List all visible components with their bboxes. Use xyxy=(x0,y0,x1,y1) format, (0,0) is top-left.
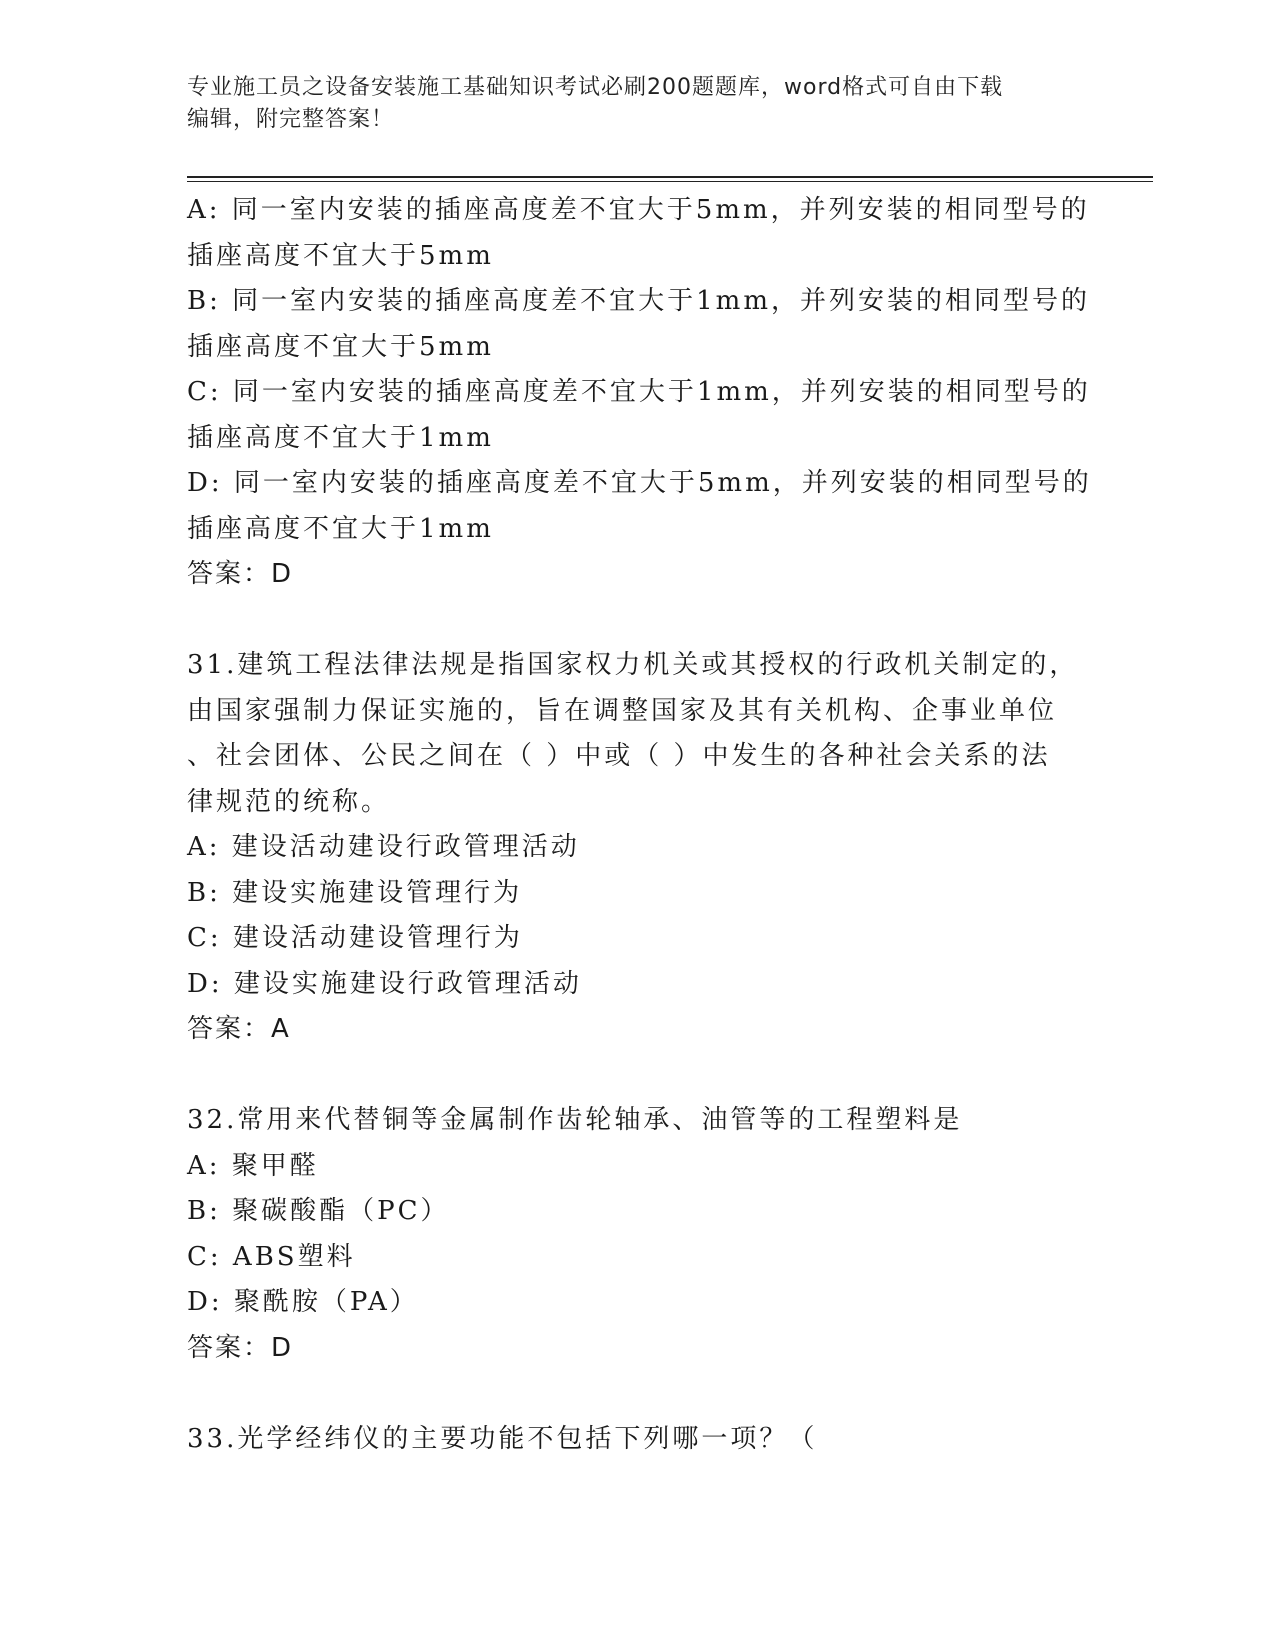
option-a: A: 建设活动建设行政管理活动 xyxy=(187,832,580,862)
option-line: B: 同一室内安装的插座高度差不宜大于1mm，并列安装的相同型号的 xyxy=(187,286,1090,316)
question-30 xyxy=(187,188,1092,598)
option-line: 插座高度不宜大于1mm xyxy=(187,513,494,544)
option-line: A: 同一室内安装的插座高度差不宜大于5mm，并列安装的相同型号的 xyxy=(187,195,1090,225)
question-32 xyxy=(187,1098,1087,1371)
question-stem-line: 31.建筑工程法律法规是指国家权力机关或其授权的行政机关制定的， xyxy=(187,650,1079,680)
option-d: D: 建设实施建设行政管理活动 xyxy=(187,968,582,999)
option-c xyxy=(187,370,1091,461)
option-a xyxy=(187,188,1090,279)
document-header xyxy=(187,72,1067,136)
question-33 xyxy=(187,1417,1087,1463)
question-31 xyxy=(187,643,1087,1053)
spacer xyxy=(187,598,1087,644)
option-b: B: 建设实施建设管理行为 xyxy=(187,877,523,908)
option-d: D: 聚酰胺（PA） xyxy=(187,1287,419,1317)
option-line: 插座高度不宜大于1mm xyxy=(187,422,494,453)
question-stem-line: 、社会团体、公民之间在（ ）中或（ ）中发生的各种社会关系的法 xyxy=(187,741,1051,771)
question-stem-line: 律规范的统称。 xyxy=(187,786,391,817)
header-divider-thick xyxy=(187,176,1153,178)
option-c: C: ABS塑料 xyxy=(187,1241,356,1272)
option-d xyxy=(187,461,1092,552)
question-stem: 32.常用来代替铜等金属制作齿轮轴承、油管等的工程塑料是 xyxy=(187,1105,963,1135)
option-c: C: 建设活动建设管理行为 xyxy=(187,923,523,953)
answer: 答案：D xyxy=(187,559,294,589)
spacer xyxy=(187,1371,1087,1417)
header-divider-thin xyxy=(187,181,1153,182)
header-line-2: 编辑，附完整答案！ xyxy=(187,107,395,132)
option-line: C: 同一室内安装的插座高度差不宜大于1mm，并列安装的相同型号的 xyxy=(187,377,1091,407)
spacer xyxy=(187,1053,1087,1099)
question-list xyxy=(187,188,1092,1462)
header-line-1: 专业施工员之设备安装施工基础知识考试必刷200题题库，word格式可自由下载 xyxy=(187,75,1004,100)
option-line: 插座高度不宜大于5mm xyxy=(187,331,494,362)
question-stem-line: 由国家强制力保证实施的，旨在调整国家及其有关机构、企事业单位 xyxy=(187,695,1058,726)
question-stem: 33.光学经纬仪的主要功能不包括下列哪一项？（ xyxy=(187,1423,818,1454)
option-a: A: 聚甲醛 xyxy=(187,1150,319,1181)
option-b xyxy=(187,279,1090,370)
answer: 答案：D xyxy=(187,1332,294,1363)
answer: 答案：A xyxy=(187,1014,291,1044)
option-b: B: 聚碳酸酯（PC） xyxy=(187,1196,450,1226)
option-line: 插座高度不宜大于5mm xyxy=(187,240,494,271)
option-line: D: 同一室内安装的插座高度差不宜大于5mm，并列安装的相同型号的 xyxy=(187,468,1092,498)
